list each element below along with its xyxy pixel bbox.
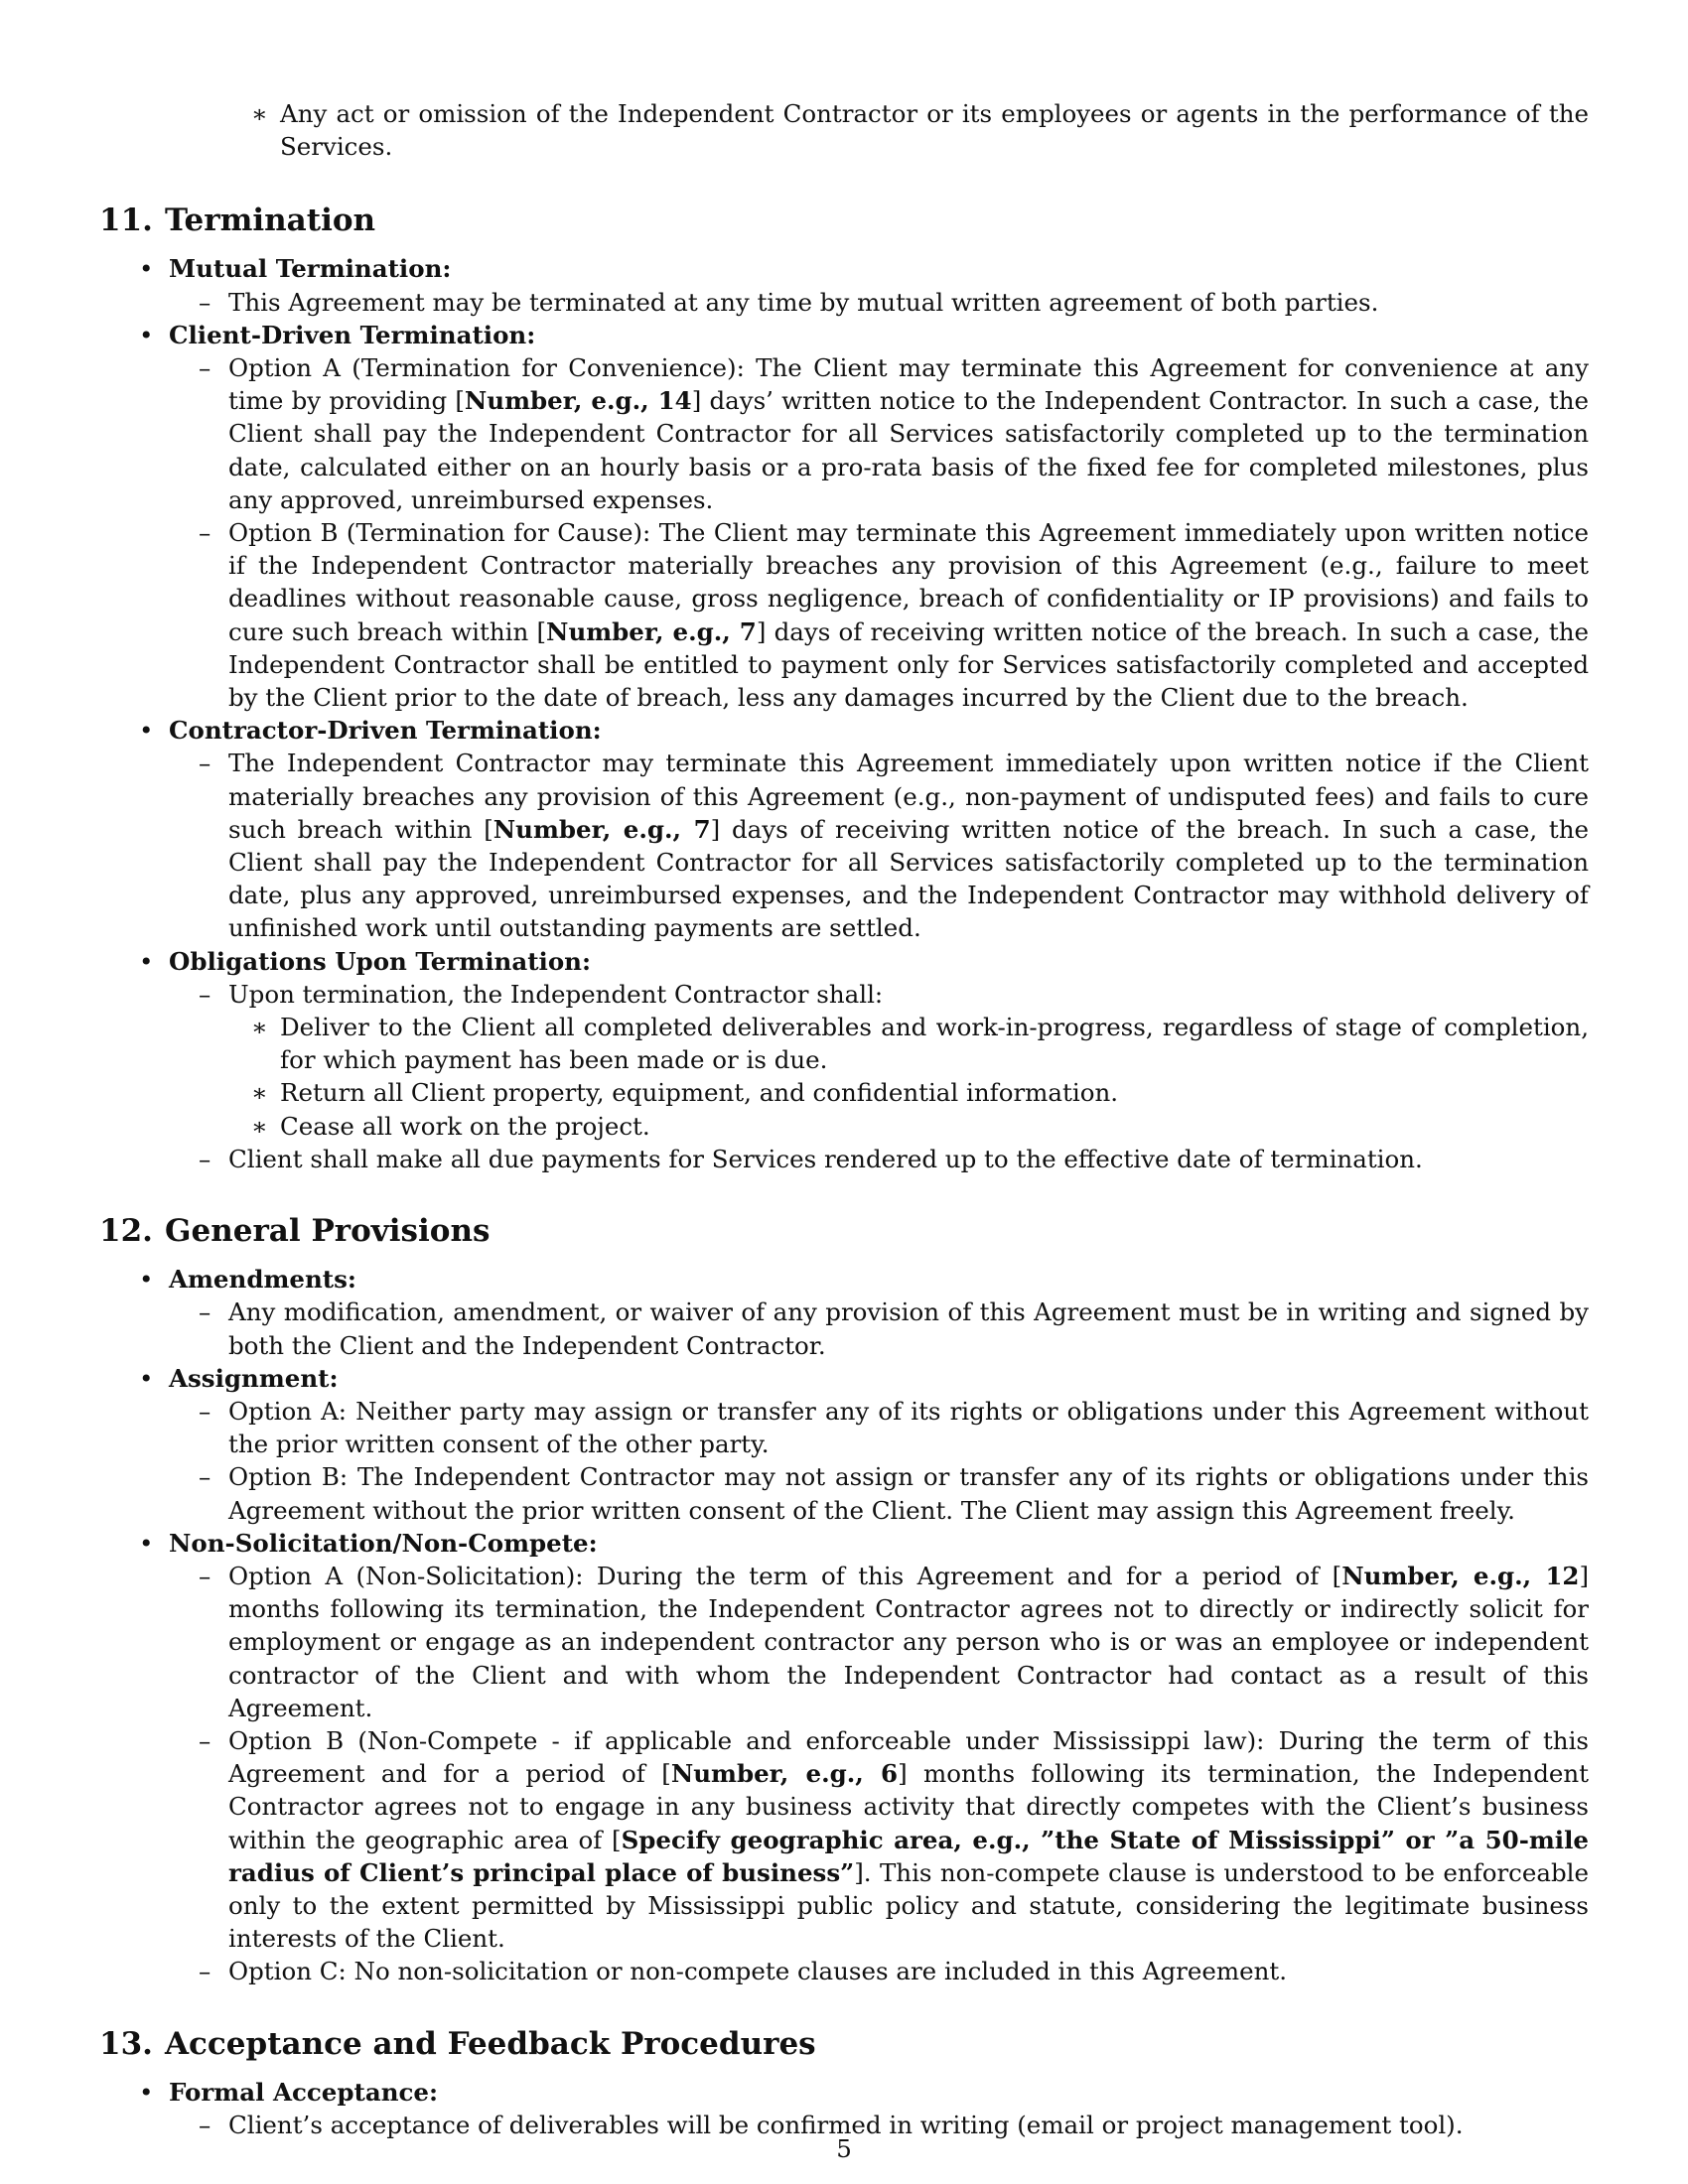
item-text: Upon termination, the Independent Contractor shall: <box>228 979 884 1009</box>
list-item <box>99 1011 1589 1076</box>
item-label: Assignment: <box>169 1363 339 1393</box>
bullet-marker: • <box>139 254 154 284</box>
placeholder-text: Number, e.g., 6 <box>670 1759 899 1789</box>
placeholder-text: Number, e.g., 14 <box>464 386 692 416</box>
item-text: Client’s acceptance of deliverables will be confirmed in writing (email or project management tool). <box>228 2110 1464 2139</box>
list-item <box>99 1955 1589 1987</box>
item-text: The Independent Contractor may terminate this Agreement immediately upon written notice if the Client materially breaches any provision of this Agreement (e.g., non-payment of undisputed fees) and fails to cure such breach within [Number, e.g., 7] days of receiving written notice of the breach. In such a case, the Client shall pay the Independent Contractor for all Services satisfactorily completed up to the termination date, plus any approved, unreimbursed expenses, and the Independent Contractor may withhold delivery of unfinished work until outstanding payments are settled. <box>228 749 1590 943</box>
bullet-marker: • <box>139 1265 154 1295</box>
dash-marker: – <box>199 1725 211 1755</box>
dash-marker: – <box>199 749 211 778</box>
section-title: Termination <box>165 203 376 239</box>
item-label: Amendments: <box>169 1265 356 1295</box>
section-heading-acceptance <box>99 2024 1589 2064</box>
bullet-marker: • <box>139 320 154 349</box>
placeholder-text: Number, e.g., 7 <box>492 814 711 844</box>
item-text: Option C: No non-solicitation or non-compete clauses are included in this Agreement. <box>228 1957 1288 1986</box>
placeholder-text: Number, e.g., 7 <box>546 616 757 646</box>
section-heading-general-provisions <box>99 1211 1589 1251</box>
list-item <box>99 747 1589 944</box>
section-number: 11. <box>99 203 153 239</box>
list-item <box>99 1724 1589 1955</box>
bullet-marker: • <box>139 2077 154 2107</box>
dash-marker: – <box>199 1462 211 1492</box>
item-text: Option B (Non-Compete - if applicable and enforceable under Mississippi law): During the term of this Agreement and for a period of [Number, e.g., 6] months following its termination, the Independent Contractor agrees not to engage in any business activity that directly competes with the Client’s business within the geographic area of [Specify geographic area, e.g., ”the State of Mississippi” or ”a 50-mile radius of Client’s principal place of business”]. This non-compete clause is understood to be enforceable only to the extent permitted by Mississippi public policy and statute, considering the legitimate business interests of the Client. <box>228 1725 1590 1954</box>
page-number: 5 <box>836 2134 852 2163</box>
item-label: Contractor-Driven Termination: <box>169 716 602 746</box>
list-item <box>99 1560 1589 1724</box>
item-label: Formal Acceptance: <box>169 2077 439 2107</box>
dash-marker: – <box>199 287 211 317</box>
list-item <box>99 1527 1589 1560</box>
bullet-marker: • <box>139 1363 154 1393</box>
list-item <box>99 97 1589 163</box>
asterisk-marker: ∗ <box>251 1013 268 1042</box>
list-item <box>99 1395 1589 1460</box>
bullet-marker: • <box>139 1528 154 1558</box>
dash-marker: – <box>199 1396 211 1426</box>
list-item <box>99 1143 1589 1175</box>
item-text: Option A (Non-Solicitation): During the term of this Agreement and for a period of [Number, e.g., 12] months following its termination, the Independent Contractor agrees not to directly or indirectly solicit for employment or engage as an independent contractor any person who is or was an employee or independent contractor of the Client and with whom the Independent Contractor had contact as a result of this Agreement. <box>228 1561 1589 1722</box>
item-text: Option A (Termination for Convenience): The Client may terminate this Agreement for convenience at any time by providing [Number, e.g., 14] days’ written notice to the Independent Contractor. In such a case, the Client shall pay the Independent Contractor for all Services satisfactorily completed up to the termination date, calculated either on an hourly basis or a pro-rata basis of the fixed fee for completed milestones, plus any approved, unreimbursed expenses. <box>228 353 1589 514</box>
dash-marker: – <box>199 1144 211 1173</box>
placeholder-text: Specify geographic area, e.g., ”the State of Mississippi” or ”a 50-mile radius of Client’s principal place of business” <box>228 1825 1589 1887</box>
list-item <box>99 978 1589 1011</box>
dash-marker: – <box>199 1561 211 1590</box>
item-text: Deliver to the Client all completed deliverables and work-in-progress, regardless of stage of completion, for which payment has been made or is due. <box>280 1013 1589 1075</box>
item-text: Cease all work on the project. <box>280 1111 650 1141</box>
bullet-marker: • <box>139 716 154 746</box>
list-item <box>99 252 1589 285</box>
list-item <box>99 945 1589 978</box>
list-item <box>99 351 1589 516</box>
item-text: Any act or omission of the Independent Contractor or its employees or agents in the performance of the Services. <box>280 99 1589 162</box>
section-title: General Provisions <box>165 1213 491 1250</box>
list-item <box>99 319 1589 351</box>
section-heading-termination <box>99 201 1589 240</box>
list-item <box>99 1460 1589 1526</box>
asterisk-marker: ∗ <box>251 99 268 128</box>
list-item <box>99 1076 1589 1109</box>
dash-marker: – <box>199 353 211 383</box>
item-text: Client shall make all due payments for Services rendered up to the effective date of termination. <box>228 1144 1423 1173</box>
item-label: Obligations Upon Termination: <box>169 946 592 976</box>
asterisk-marker: ∗ <box>251 1078 268 1108</box>
asterisk-marker: ∗ <box>251 1111 268 1141</box>
dash-marker: – <box>199 518 211 548</box>
item-text: Any modification, amendment, or waiver of any provision of this Agreement must be in writing and signed by both the Client and the Independent Contractor. <box>228 1297 1589 1360</box>
list-item <box>99 516 1589 714</box>
list-item <box>99 1296 1589 1361</box>
list-item <box>99 1263 1589 1296</box>
item-text: Option B: The Independent Contractor may not assign or transfer any of its rights or obligations under this Agreement without the prior written consent of the Client. The Client may assign this Agreement freely. <box>228 1462 1589 1525</box>
placeholder-text: Number, e.g., 12 <box>1341 1561 1580 1590</box>
dash-marker: – <box>199 1297 211 1327</box>
list-item <box>99 286 1589 319</box>
item-text: Return all Client property, equipment, and confidential information. <box>280 1078 1119 1108</box>
list-item <box>99 1110 1589 1143</box>
item-text: Option A: Neither party may assign or transfer any of its rights or obligations under this Agreement without the prior written consent of the other party. <box>228 1396 1589 1459</box>
list-item <box>99 2076 1589 2109</box>
dash-marker: – <box>199 1957 211 1986</box>
document-page <box>99 97 1589 2141</box>
list-item <box>99 714 1589 747</box>
bullet-marker: • <box>139 946 154 976</box>
section-title: Acceptance and Feedback Procedures <box>165 2025 816 2062</box>
item-label: Non-Solicitation/Non-Compete: <box>169 1528 598 1558</box>
item-label: Client-Driven Termination: <box>169 320 536 349</box>
section-number: 12. <box>99 1213 153 1250</box>
dash-marker: – <box>199 2110 211 2139</box>
dash-marker: – <box>199 979 211 1009</box>
item-text: This Agreement may be terminated at any time by mutual written agreement of both parties. <box>228 287 1379 317</box>
section-number: 13. <box>99 2025 153 2062</box>
item-text: Option B (Termination for Cause): The Client may terminate this Agreement immediately upon written notice if the Independent Contractor materially breaches any provision of this Agreement (e.g., failure to meet deadlines without reasonable cause, gross negligence, breach of confidentiality or IP provisions) and fails to cure such breach within [Number, e.g., 7] days of receiving written notice of the breach. In such a case, the Independent Contractor shall be entitled to payment only for Services satisfactorily completed and accepted by the Client prior to the date of breach, less any damages incurred by the Client due to the breach. <box>228 518 1590 713</box>
item-label: Mutual Termination: <box>169 254 452 284</box>
list-item <box>99 1362 1589 1395</box>
